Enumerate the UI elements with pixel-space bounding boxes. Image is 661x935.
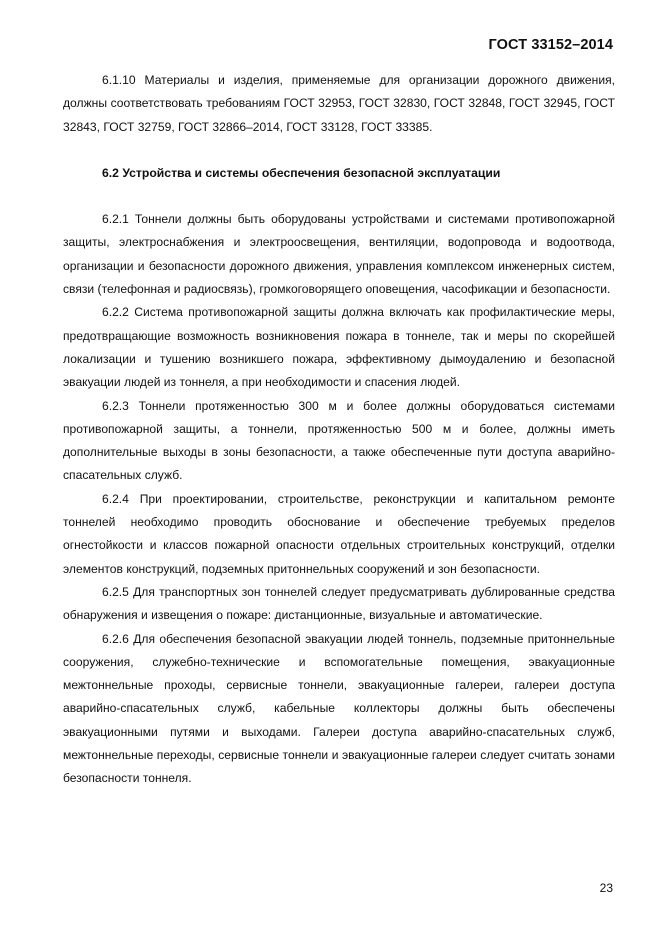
section-title: Устройства и системы обеспечения безопасной эксплуатации <box>122 165 501 180</box>
paragraph-6-2-2: 6.2.2 Система противопожарной защиты должна включать как профилактические меры, предотвращающие возможность возникновения пожара в тоннеле, так и меры по скорейшей локализации и тушению возникшего пожара, эффективному дымоудалению и безопасной эвакуации людей из тоннеля, а при необходимости и спасения людей. <box>63 305 615 390</box>
paragraph-6-2-3: 6.2.3 Тоннели протяженностью 300 м и более должны оборудоваться системами противопожарной защиты, а тоннели, протяженностью 500 м и более, должны иметь дополнительные выходы в зоны безопасности, а также обеспеченные пути доступа аварийно-спасательных служб. <box>63 398 615 483</box>
section-heading <box>63 162 615 185</box>
document-body <box>63 69 615 791</box>
paragraph-6-2-1: 6.2.1 Тоннели должны быть оборудованы устройствами и системами противопожарной защиты, электроснабжения и электроосвещения, вентиляции, водопровода и водоотвода, организации и безопасности дорожного движения, управления комплексом инженерных систем, связи (телефонная и радиосвязь), громкоговорящего оповещения, часофикации и безопасности. <box>63 212 615 297</box>
document-code-header: ГОСТ 33152–2014 <box>488 37 613 53</box>
paragraph-6-1-10: 6.1.10 Материалы и изделия, применяемые для организации дорожного движения, должны соответствовать требованиям ГОСТ 32953, ГОСТ 32830, ГОСТ 32848, ГОСТ 32945, ГОСТ 32843, ГОСТ 32759, ГОСТ 32866–2014, ГОСТ 33128, ГОСТ 33385. <box>63 73 615 134</box>
paragraph-6-2-5: 6.2.5 Для транспортных зон тоннелей следует предусматривать дублированные средства обнаружения и извещения о пожаре: дистанционные, визуальные и автоматические. <box>63 584 615 623</box>
section-number: 6.2 <box>102 165 119 180</box>
paragraph-6-2-6: 6.2.6 Для обеспечения безопасной эвакуации людей тоннель, подземные притоннельные сооружения, служебно-технические и вспомогательные помещения, эвакуационные межтоннельные проходы, сервисные тоннели, эвакуационные галереи, галереи доступа аварийно-спасательных служб, кабельные коллекторы должны быть обеспечены эвакуационными путями и выходами. Галереи доступа аварийно-спасательных служб, межтоннельные переходы, сервисные тоннели и эвакуационные галереи следует считать зонами безопасности тоннеля. <box>63 631 615 786</box>
paragraph-6-2-4: 6.2.4 При проектировании, строительстве, реконструкции и капитальном ремонте тоннелей необходимо проводить обоснование и обеспечение требуемых пределов огнестойкости и классов пожарной опасности отдельных строительных конструкций, отделки элементов конструкций, подземных притоннельных сооружений и зон безопасности. <box>63 491 615 576</box>
page-number: 23 <box>599 881 613 895</box>
